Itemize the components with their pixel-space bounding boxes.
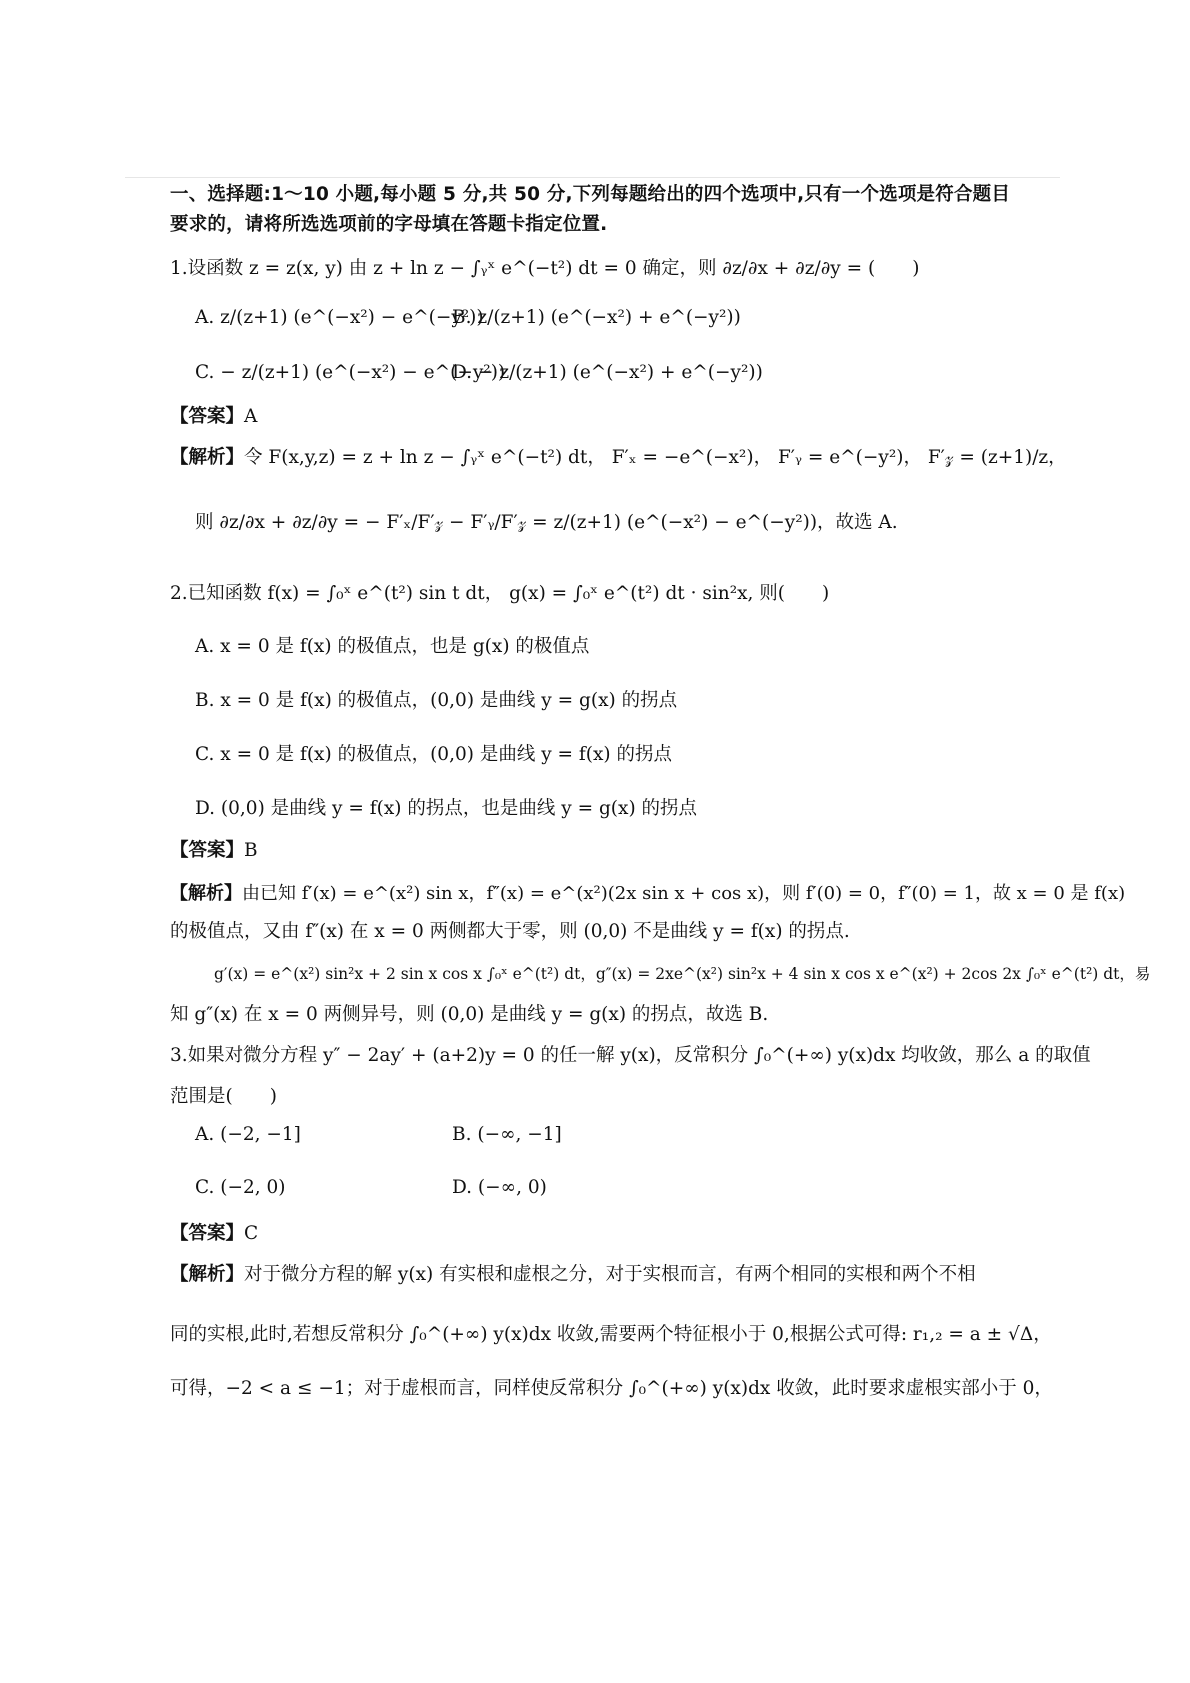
q2-analysis-line3: g′(x) = e^(x²) sin²x + 2 sin x cos x ∫₀ˣ e^(t²) dt，g″(x) = 2xe^(x²) sin²x + 4 sin x cos x e^(x²) + 2cos 2x ∫₀ˣ e^(t²) dt，易 <box>214 965 1151 983</box>
q2-option-a: A. x = 0 是 f(x) 的极值点，也是 g(x) 的极值点 <box>195 636 590 657</box>
q1-option-b: B. z/(z+1) (e^(−x²) + e^(−y²)) <box>452 307 741 328</box>
q1-answer-label: 【答案】 <box>170 406 245 427</box>
q2-analysis-line4: 知 g″(x) 在 x = 0 两侧异号，则 (0,0) 是曲线 y = g(x) 的拐点，故选 B. <box>170 1004 769 1025</box>
q1-stem: 1.设函数 z = z(x, y) 由 z + ln z − ∫ᵧˣ e^(−t²) dt = 0 确定，则 ∂z/∂x + ∂z/∂y = ( ) <box>170 258 920 279</box>
q2-answer <box>170 836 1060 862</box>
q1-analysis-line1 <box>170 443 1067 469</box>
q3-answer <box>170 1219 1060 1245</box>
q1-analysis-text1: 令 F(x,y,z) = z + ln z − ∫ᵧˣ e^(−t²) dt， F′ₓ = −e^(−x²)， F′ᵧ = e^(−y²)， F′𝓏 = (z+1)/z， <box>244 447 1067 468</box>
q1-answer-value: A <box>244 406 258 427</box>
q3-option-a: A. (−2, −1] <box>195 1124 301 1145</box>
q3-analysis-line2: 同的实根,此时,若想反常积分 ∫₀^(+∞) y(x)dx 收敛,需要两个特征根小于 0,根据公式可得: r₁,₂ = a ± √Δ， <box>170 1324 1052 1345</box>
q1-option-c: C. − z/(z+1) (e^(−x²) − e^(−y²)) <box>195 362 506 383</box>
q3-analysis-text1: 对于微分方程的解 y(x) 有实根和虚根之分，对于实根而言，有两个相同的实根和两个不相 <box>244 1264 976 1285</box>
q3-answer-label: 【答案】 <box>170 1223 245 1244</box>
q3-stem-line2: 范围是( ) <box>170 1086 277 1107</box>
q1-analysis-line2: 则 ∂z/∂x + ∂z/∂y = − F′ₓ/F′𝓏 − F′ᵧ/F′𝓏 = z/(z+1) (e^(−x²) − e^(−y²))，故选 A. <box>195 512 898 533</box>
top-divider <box>125 177 1060 178</box>
q3-answer-value: C <box>244 1223 259 1244</box>
section-header-line2: 要求的，请将所选选项前的字母填在答题卡指定位置. <box>170 214 608 235</box>
q3-analysis-line1 <box>170 1260 1060 1286</box>
q2-analysis-text1: 由已知 f′(x) = e^(x²) sin x，f″(x) = e^(x²)(2x sin x + cos x)，则 f′(0) = 0，f″(0) = 1，故 x = 0 是 f(x) <box>242 883 1126 904</box>
q2-stem: 2.已知函数 f(x) = ∫₀ˣ e^(t²) sin t dt， g(x) = ∫₀ˣ e^(t²) dt · sin²x, 则( ) <box>170 583 830 604</box>
q3-analysis-line3: 可得，−2 < a ≤ −1；对于虚根而言，同样使反常积分 ∫₀^(+∞) y(x)dx 收敛，此时要求虚根实部小于 0， <box>170 1378 1053 1399</box>
q3-stem-line1: 3.如果对微分方程 y″ − 2ay′ + (a+2)y = 0 的任一解 y(x)，反常积分 ∫₀^(+∞) y(x)dx 均收敛，那么 a 的取值 <box>170 1045 1091 1066</box>
q1-option-d: D. − z/(z+1) (e^(−x²) + e^(−y²)) <box>452 362 763 383</box>
q2-answer-label: 【答案】 <box>170 840 245 861</box>
q3-option-d: D. (−∞, 0) <box>452 1177 547 1198</box>
q1-answer <box>170 402 1060 428</box>
q2-option-b: B. x = 0 是 f(x) 的极值点，(0,0) 是曲线 y = g(x) 的拐点 <box>195 690 678 711</box>
q2-option-d: D. (0,0) 是曲线 y = f(x) 的拐点，也是曲线 y = g(x) 的拐点 <box>195 798 698 819</box>
q2-analysis-line1 <box>170 879 1126 905</box>
q1-analysis-label: 【解析】 <box>170 447 245 468</box>
q1-option-a: A. z/(z+1) (e^(−x²) − e^(−y²)) <box>195 307 484 328</box>
q2-option-c: C. x = 0 是 f(x) 的极值点，(0,0) 是曲线 y = f(x) 的拐点 <box>195 744 673 765</box>
q3-option-b: B. (−∞, −1] <box>452 1124 562 1145</box>
q3-analysis-label: 【解析】 <box>170 1264 245 1285</box>
section-header-line1: 一、选择题:1～10 小题,每小题 5 分,共 50 分,下列每题给出的四个选项中,只有一个选项是符合题目 <box>170 184 1011 205</box>
q2-answer-value: B <box>244 840 258 861</box>
q2-analysis-label: 【解析】 <box>170 883 242 904</box>
q3-option-c: C. (−2, 0) <box>195 1177 286 1198</box>
q2-analysis-line2: 的极值点，又由 f″(x) 在 x = 0 两侧都大于零，则 (0,0) 不是曲线 y = f(x) 的拐点. <box>170 921 850 942</box>
